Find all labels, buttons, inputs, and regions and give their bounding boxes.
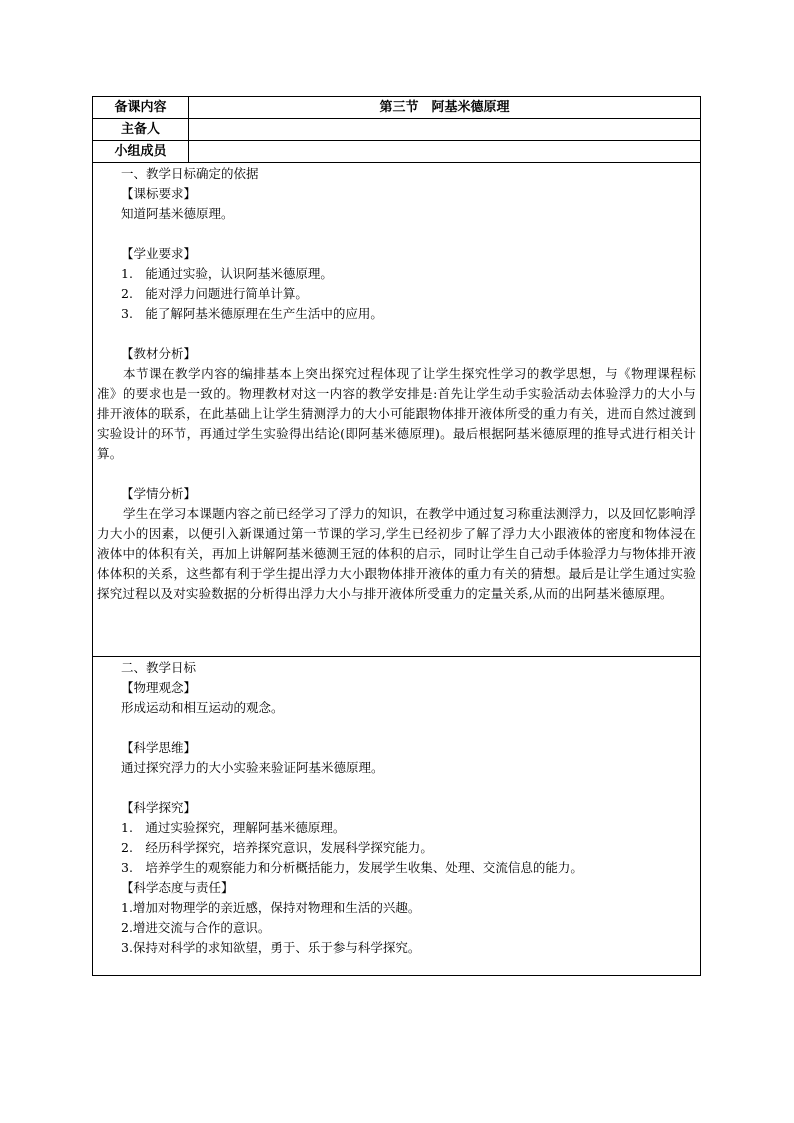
row-group [93,141,701,163]
section2-title: 二、教学日标 [121,660,197,675]
attitude-item-3: 3.保持对科学的求知欲望，勇于、乐于参与科学探究。 [121,940,421,955]
textbook-heading: 【教材分析】 [121,346,197,361]
academic-item-2: 2. 能对浮力问题进行简单计算。 [121,286,308,301]
standard-text: 知道阿基米德原理。 [121,206,234,221]
standard-heading: 【课标要求】 [121,186,197,201]
students-heading: 【学情分析】 [121,486,197,501]
section1-title: 一、教学日标确定的依据 [121,166,259,181]
section2-cell [93,657,701,976]
inquiry-item-3: 3. 培养学生的观察能力和分析概括能力，发展学生收集、处理、交流信息的能力。 [121,860,583,875]
attitude-heading: 【科学态度与责任】 [121,880,234,895]
academic-item-3: 3. 能了解阿基米德原理在生产生活中的应用。 [121,306,383,321]
concept-text: 形成运动和相互运动的观念。 [121,700,284,715]
textbook-analysis-text: 本节课在教学内容的编排基本上突出探究过程体现了让学生探究性学习的教学思想，与《物理课程标准》的要求也是一致的。物理教材对这一内容的教学安排是:首先让学生动手实验活动去体验浮力的大小与排开液体的联系，在此基础上让学生猜测浮力的大小可能跟物体排开液体所受的重力有关，进而自然过渡到实验设计的环节，再通过学生实验得出结论(即阿基米德原理)。最后根据阿基米德原理的推导式进行相关计算。 [97,366,696,461]
lead-value [189,119,701,141]
attitude-item-1: 1.增加对物理学的亲近感，保持对物理和生活的兴趣。 [121,900,421,915]
inquiry-item-2: 2. 经历科学探究，培养探究意识，发展科学探究能力。 [121,840,433,855]
inquiry-item-1: 1. 通过实验探究，理解阿基米德原理。 [121,820,346,835]
academic-heading: 【学业要求】 [121,246,197,261]
content-value: 第三节 阿基米德原理 [189,97,701,119]
thinking-heading: 【科学思维】 [121,740,197,755]
academic-item-1: 1. 能通过实验，认识阿基米德原理。 [121,266,333,281]
row-content [93,97,701,119]
group-label: 小组成员 [93,141,189,163]
lesson-plan-page [92,96,700,976]
lesson-plan-table [92,96,701,976]
row-section1 [93,163,701,657]
section1-cell [93,163,701,657]
attitude-item-2: 2.增进交流与合作的意识。 [121,920,271,935]
inquiry-heading: 【科学探究】 [121,800,197,815]
lead-label: 主备人 [93,119,189,141]
thinking-text: 通过探究浮力的大小实验来验证阿基米德原理。 [121,760,384,775]
group-value [189,141,701,163]
concept-heading: 【物理观念】 [121,680,197,695]
content-label: 备课内容 [93,97,189,119]
row-lead [93,119,701,141]
students-analysis-text: 学生在学习本课题内容之前已经学习了浮力的知识，在教学中通过复习称重法测浮力，以及回忆影响浮力大小的因素，以便引入新课通过第一节课的学习,学生已经初步了解了浮力大小跟液体的密度和物体浸在液体中的体积有关，再加上讲解阿基米德测王冠的体积的启示，同时让学生自己动手体验浮力与物体排开液体体积的关系，这些都有利于学生提出浮力大小跟物体排开液体的重力有关的猜想。最后是让学生通过实验探究过程以及对实验数据的分析得出浮力大小与排开液体所受重力的定量关系,从而的出阿基米德原理。 [97,506,696,601]
row-section2 [93,657,701,976]
